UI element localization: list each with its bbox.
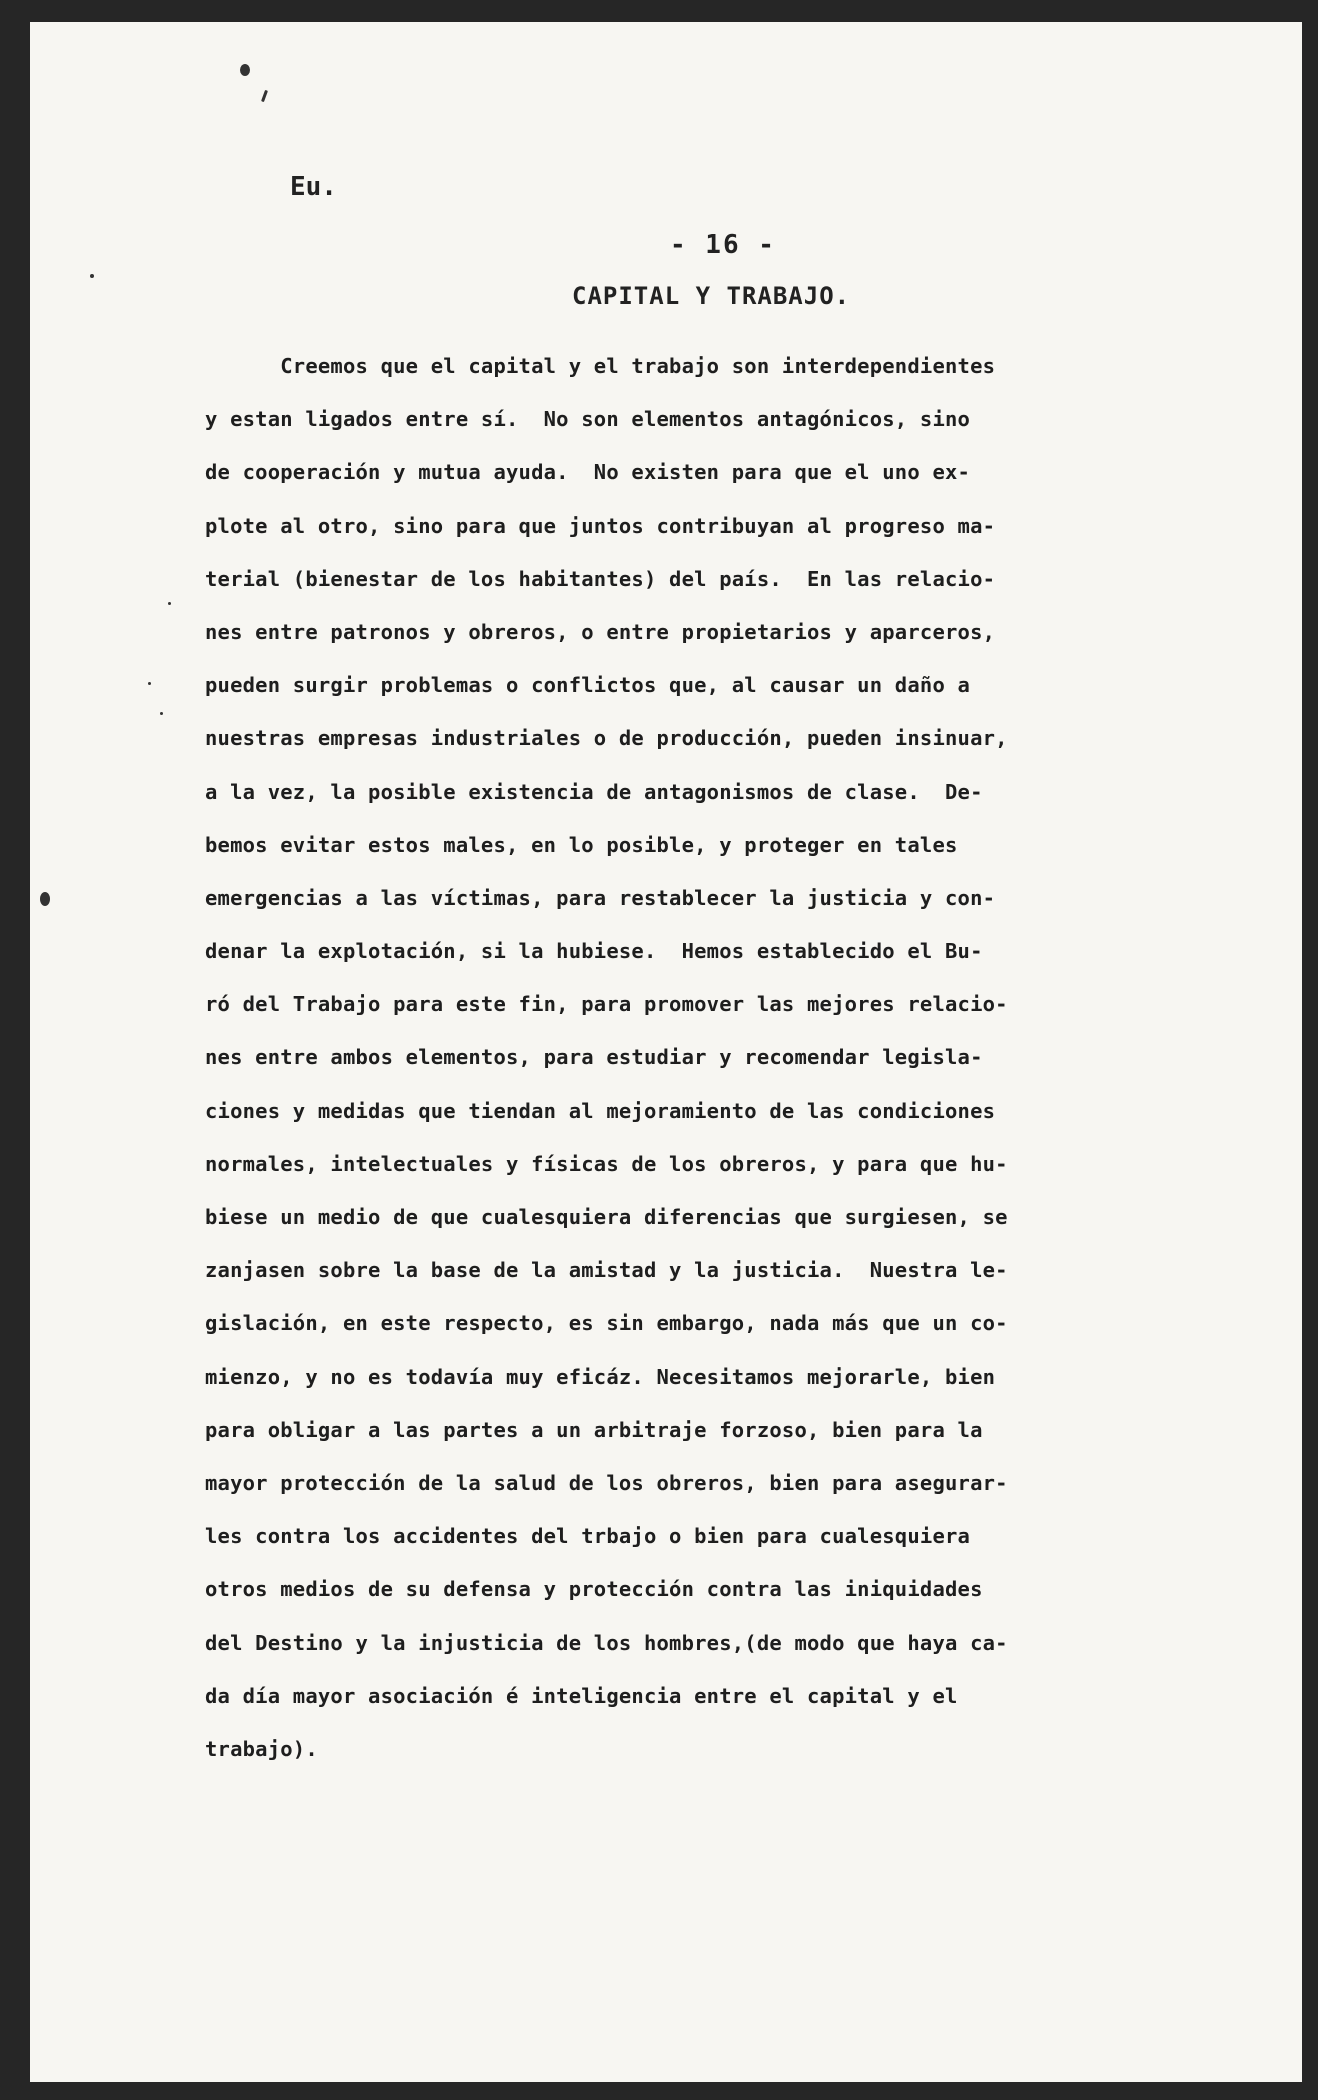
text-line: pueden surgir problemas o conflictos que, al causar un daño a bbox=[205, 673, 971, 698]
text-line: trabajo). bbox=[205, 1736, 318, 1761]
ink-speck bbox=[160, 712, 163, 715]
section-title: CAPITAL Y TRABAJO. bbox=[572, 282, 851, 310]
text-line: normales, intelectuales y físicas de los obreros, y para que hu- bbox=[205, 1151, 1008, 1176]
document-page bbox=[30, 22, 1302, 2082]
text-line: terial (bienestar de los habitantes) del país. En las relacio- bbox=[205, 566, 996, 591]
text-line: Creemos que el capital y el trabajo son interdependientes bbox=[205, 354, 996, 378]
text-line: denar la explotación, si la hubiese. Hemos establecido el Bu- bbox=[205, 939, 983, 964]
ink-speck bbox=[261, 90, 268, 102]
ink-speck bbox=[90, 274, 94, 278]
text-line: zanjasen sobre la base de la amistad y la justicia. Nuestra le- bbox=[205, 1258, 1008, 1283]
text-line: nes entre patronos y obreros, o entre propietarios y aparceros, bbox=[205, 619, 996, 644]
text-line: emergencias a las víctimas, para restablecer la justicia y con- bbox=[205, 885, 996, 910]
text-line: nuestras empresas industriales o de producción, pueden insinuar, bbox=[205, 726, 1008, 751]
text-line: para obligar a las partes a un arbitraje forzoso, bien para la bbox=[205, 1417, 983, 1442]
text-line: ciones y medidas que tiendan al mejoramiento de las condiciones bbox=[205, 1098, 996, 1123]
text-line: plote al otro, sino para que juntos contribuyan al progreso ma- bbox=[205, 513, 996, 538]
page-number: - 16 - bbox=[670, 230, 776, 260]
text-line: gislación, en este respecto, es sin embargo, nada más que un co- bbox=[205, 1311, 1008, 1336]
text-line: de cooperación y mutua ayuda. No existen para que el uno ex- bbox=[205, 460, 971, 485]
ink-speck bbox=[148, 682, 151, 685]
typist-initials: Eu. bbox=[290, 172, 337, 202]
text-line: y estan ligados entre sí. No son elementos antagónicos, sino bbox=[205, 407, 971, 432]
text-line: ró del Trabajo para este fin, para promover las mejores relacio- bbox=[205, 992, 1008, 1017]
text-line: bemos evitar estos males, en lo posible, y proteger en tales bbox=[205, 832, 958, 857]
text-line: a la vez, la posible existencia de antagonismos de clase. De- bbox=[205, 779, 983, 804]
text-line: del Destino y la injusticia de los hombres,(de modo que haya ca- bbox=[205, 1630, 1008, 1655]
text-line: nes entre ambos elementos, para estudiar y recomendar legisla- bbox=[205, 1045, 983, 1070]
text-line: biese un medio de que cualesquiera diferencias que surgiesen, se bbox=[205, 1205, 1008, 1229]
text-line: da día mayor asociación é inteligencia entre el capital y el bbox=[205, 1683, 958, 1708]
ink-speck bbox=[40, 892, 50, 906]
body-paragraph bbox=[205, 340, 1225, 1776]
text-line: mayor protección de la salud de los obreros, bien para asegurar- bbox=[205, 1470, 1008, 1495]
ink-speck bbox=[240, 64, 250, 76]
text-line: otros medios de su defensa y protección contra las iniquidades bbox=[205, 1577, 983, 1602]
text-line: les contra los accidentes del trbajo o bien para cualesquiera bbox=[205, 1524, 971, 1549]
text-line: mienzo, y no es todavía muy eficáz. Necesitamos mejorarle, bien bbox=[205, 1364, 996, 1389]
ink-speck bbox=[168, 602, 171, 605]
